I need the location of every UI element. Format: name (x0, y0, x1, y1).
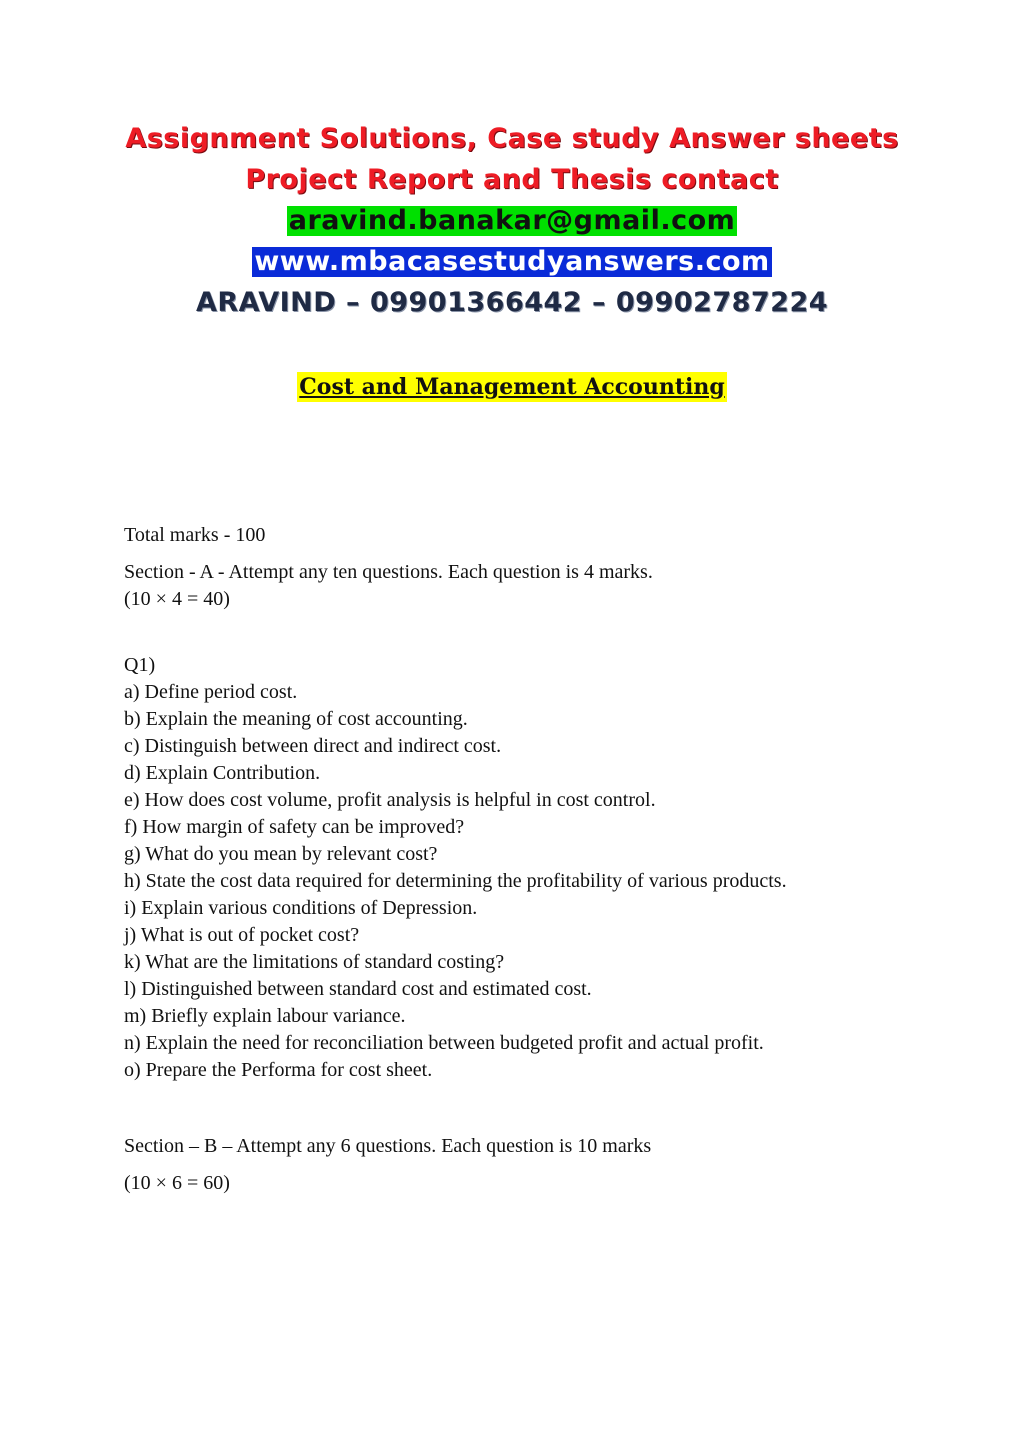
contact-phone: ARAVIND – 09901366442 – 09902787224 (195, 287, 829, 318)
question-item: f) How margin of safety can be improved? (124, 816, 465, 838)
document-body (124, 522, 844, 1197)
contact-header (0, 118, 1024, 323)
section-a-marks: (10 × 4 = 40) (124, 588, 230, 610)
section-a-heading: Section - A - Attempt any ten questions. Each question is 4 marks. (124, 561, 653, 583)
question-item: c) Distinguish between direct and indirect cost. (124, 735, 502, 757)
question-item: i) Explain various conditions of Depression. (124, 897, 478, 919)
total-marks: Total marks - 100 (124, 524, 266, 546)
question-item: k) What are the limitations of standard costing? (124, 951, 505, 973)
question-item: n) Explain the need for reconciliation between budgeted profit and actual profit. (124, 1032, 764, 1054)
question-list (124, 679, 844, 1084)
question-item: b) Explain the meaning of cost accounting. (124, 708, 468, 730)
contact-website[interactable]: www.mbacasestudyanswers.com (254, 246, 770, 277)
header-line-2: Project Report and Thesis contact (245, 164, 779, 195)
document-title: Cost and Management Accounting (299, 374, 725, 400)
question-item: m) Briefly explain labour variance. (124, 1005, 406, 1027)
question-item: d) Explain Contribution. (124, 762, 321, 784)
question-item: a) Define period cost. (124, 681, 298, 703)
question-item: e) How does cost volume, profit analysis is helpful in cost control. (124, 789, 656, 811)
header-line-1: Assignment Solutions, Case study Answer sheets (125, 123, 899, 154)
document-title-wrap (0, 372, 1024, 402)
question-item: h) State the cost data required for determining the profitability of various products. (124, 870, 787, 892)
question-item: l) Distinguished between standard cost and estimated cost. (124, 978, 592, 1000)
header-email-line (0, 200, 1024, 241)
section-b-heading: Section – B – Attempt any 6 questions. Each question is 10 marks (124, 1135, 652, 1157)
question-item: j) What is out of pocket cost? (124, 924, 360, 946)
header-website-line (0, 241, 1024, 282)
question-item: o) Prepare the Performa for cost sheet. (124, 1059, 433, 1081)
section-b-marks: (10 × 6 = 60) (124, 1172, 230, 1194)
contact-email[interactable]: aravind.banakar@gmail.com (288, 205, 736, 236)
question-item: g) What do you mean by relevant cost? (124, 843, 438, 865)
question-label: Q1) (124, 654, 156, 676)
